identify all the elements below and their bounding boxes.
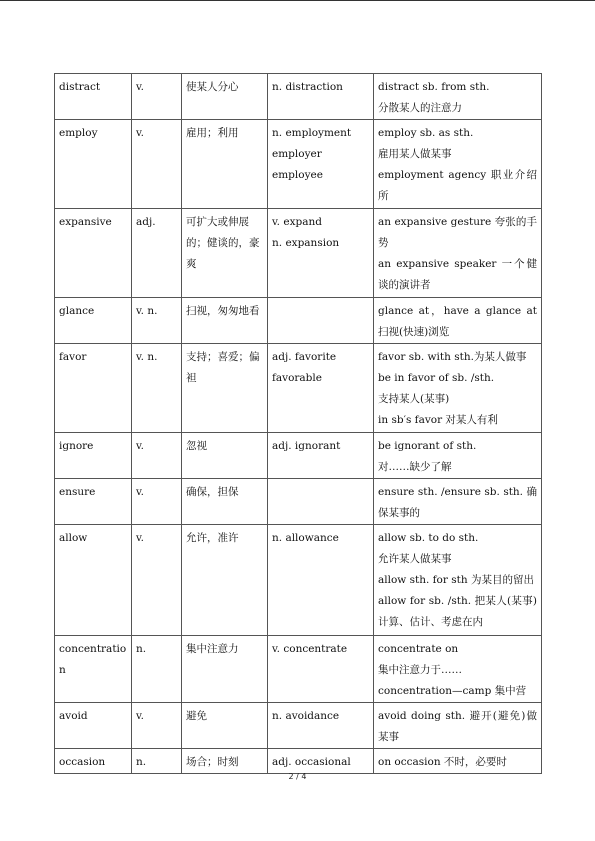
word-forms-cell-line: adj. occasional <box>272 756 351 768</box>
examples-cell-line: be in favor of sb. /sth. <box>378 372 495 384</box>
meaning-cell <box>182 479 268 525</box>
table-row <box>55 479 542 525</box>
examples-cell-line: employ sb. as sth. <box>378 127 474 139</box>
header-rule <box>0 0 595 1</box>
word-forms-cell <box>268 74 374 120</box>
examples-cell-line: be ignorant of sth. <box>378 440 477 452</box>
examples-cell <box>374 525 542 636</box>
meaning-cell-line: 使某人分心 <box>186 81 239 93</box>
part-of-speech-cell: n. <box>132 636 182 703</box>
word-forms-cell-line: n. allowance <box>272 532 339 544</box>
examples-cell <box>374 120 542 209</box>
word-forms-cell-line: n. avoidance <box>272 710 340 722</box>
examples-cell-line: allow sb. to do sth. <box>378 532 479 544</box>
part-of-speech-cell: v. n. <box>132 344 182 433</box>
examples-cell <box>374 74 542 120</box>
meaning-cell-line: 支持；喜爱；偏袒 <box>186 351 260 384</box>
examples-cell-line: 支持某人(某事) <box>378 393 450 405</box>
word-forms-cell-line: v. concentrate <box>272 643 348 655</box>
meaning-cell <box>182 74 268 120</box>
word-forms-cell-line: v. expand <box>272 216 322 228</box>
examples-cell-line: 允许某人做某事 <box>378 553 452 565</box>
word-cell: employ <box>55 120 132 209</box>
examples-cell <box>374 636 542 703</box>
word-forms-cell-line: n. distraction <box>272 81 343 93</box>
examples-cell-line: allow sth. for sth 为某目的留出 <box>378 574 534 586</box>
examples-cell-line: distract sb. from sth. <box>378 81 490 93</box>
meaning-cell-line: 场合；时刻 <box>186 756 239 768</box>
word-forms-cell <box>268 636 374 703</box>
part-of-speech-cell: adj. <box>132 209 182 298</box>
meaning-cell <box>182 749 268 774</box>
examples-cell <box>374 479 542 525</box>
word-forms-cell <box>268 749 374 774</box>
examples-cell-line: 分散某人的注意力 <box>378 102 462 114</box>
part-of-speech-cell: n. <box>132 749 182 774</box>
word-cell: avoid <box>55 703 132 749</box>
word-forms-cell-line: adj. ignorant <box>272 440 341 452</box>
meaning-cell <box>182 433 268 479</box>
vocabulary-table <box>54 73 542 774</box>
table-row <box>55 636 542 703</box>
word-cell: favor <box>55 344 132 433</box>
word-cell: expansive <box>55 209 132 298</box>
meaning-cell-line: 可扩大或伸展的；健谈的，豪爽 <box>186 216 260 270</box>
examples-cell-line: 对……缺少了解 <box>378 461 452 473</box>
meaning-cell-line: 避免 <box>186 710 207 722</box>
table-row <box>55 749 542 774</box>
examples-cell <box>374 433 542 479</box>
word-forms-cell <box>268 479 374 525</box>
examples-cell-line: avoid doing sth. 避开(避免)做某事 <box>378 710 537 743</box>
word-forms-cell-line: favorable <box>272 372 322 384</box>
part-of-speech-cell: v. <box>132 525 182 636</box>
word-cell: occasion <box>55 749 132 774</box>
part-of-speech-cell: v. n. <box>132 298 182 344</box>
examples-cell-line: ensure sth. /ensure sb. sth. 确保某事的 <box>378 486 537 519</box>
examples-cell <box>374 344 542 433</box>
word-forms-cell-line: employee <box>272 169 323 181</box>
word-forms-cell <box>268 120 374 209</box>
table-row <box>55 703 542 749</box>
meaning-cell <box>182 636 268 703</box>
examples-cell <box>374 298 542 344</box>
table-row <box>55 433 542 479</box>
word-forms-cell <box>268 525 374 636</box>
word-cell: concentration <box>55 636 132 703</box>
word-forms-cell-line: adj. favorite <box>272 351 337 363</box>
meaning-cell-line: 允许，准许 <box>186 532 239 544</box>
part-of-speech-cell: v. <box>132 120 182 209</box>
examples-cell-line: 雇用某人做某事 <box>378 148 452 160</box>
meaning-cell <box>182 120 268 209</box>
examples-cell-line: glance at，have a glance at 扫视(快速)浏览 <box>378 305 537 338</box>
meaning-cell <box>182 298 268 344</box>
part-of-speech-cell: v. <box>132 433 182 479</box>
examples-cell <box>374 749 542 774</box>
examples-cell-line: employment agency 职业介绍所 <box>378 169 537 202</box>
page-number: 2 / 4 <box>288 772 307 781</box>
meaning-cell-line: 忽视 <box>186 440 207 452</box>
examples-cell-line: in sb′s favor 对某人有利 <box>378 414 498 426</box>
part-of-speech-cell: v. <box>132 703 182 749</box>
table-row <box>55 298 542 344</box>
word-forms-cell-line: employer <box>272 148 322 160</box>
examples-cell-line: favor sb. with sth.为某人做事 <box>378 351 527 363</box>
meaning-cell <box>182 344 268 433</box>
word-forms-cell-line: n. expansion <box>272 237 340 249</box>
word-forms-cell <box>268 344 374 433</box>
examples-cell <box>374 209 542 298</box>
word-cell: allow <box>55 525 132 636</box>
part-of-speech-cell: v. <box>132 74 182 120</box>
word-forms-cell <box>268 298 374 344</box>
examples-cell <box>374 703 542 749</box>
word-cell: glance <box>55 298 132 344</box>
word-forms-cell <box>268 703 374 749</box>
examples-cell-line: 集中注意力于…… <box>378 664 462 676</box>
examples-cell-line: an expansive gesture 夸张的手势 <box>378 216 537 249</box>
meaning-cell <box>182 703 268 749</box>
examples-cell-line: concentration—camp 集中营 <box>378 685 527 697</box>
table-row <box>55 209 542 298</box>
examples-cell-line: concentrate on <box>378 643 459 655</box>
word-cell: ignore <box>55 433 132 479</box>
table-row <box>55 120 542 209</box>
table-row <box>55 74 542 120</box>
table-row <box>55 525 542 636</box>
word-forms-cell <box>268 433 374 479</box>
part-of-speech-cell: v. <box>132 479 182 525</box>
meaning-cell <box>182 209 268 298</box>
examples-cell-line: on occasion 不时，必要时 <box>378 756 507 768</box>
word-cell: distract <box>55 74 132 120</box>
word-forms-cell <box>268 209 374 298</box>
meaning-cell-line: 雇用；利用 <box>186 127 239 139</box>
meaning-cell-line: 确保，担保 <box>186 486 239 498</box>
word-forms-cell-line: n. employment <box>272 127 352 139</box>
examples-cell-line: allow for sb. /sth. 把某人(某事)计算、估计、考虑在内 <box>378 595 537 628</box>
table-row <box>55 344 542 433</box>
meaning-cell-line: 扫视，匆匆地看 <box>186 305 260 317</box>
word-cell: ensure <box>55 479 132 525</box>
meaning-cell-line: 集中注意力 <box>186 643 239 655</box>
examples-cell-line: an expansive speaker 一个健谈的演讲者 <box>378 258 537 291</box>
vocabulary-table-body <box>55 74 542 774</box>
meaning-cell <box>182 525 268 636</box>
